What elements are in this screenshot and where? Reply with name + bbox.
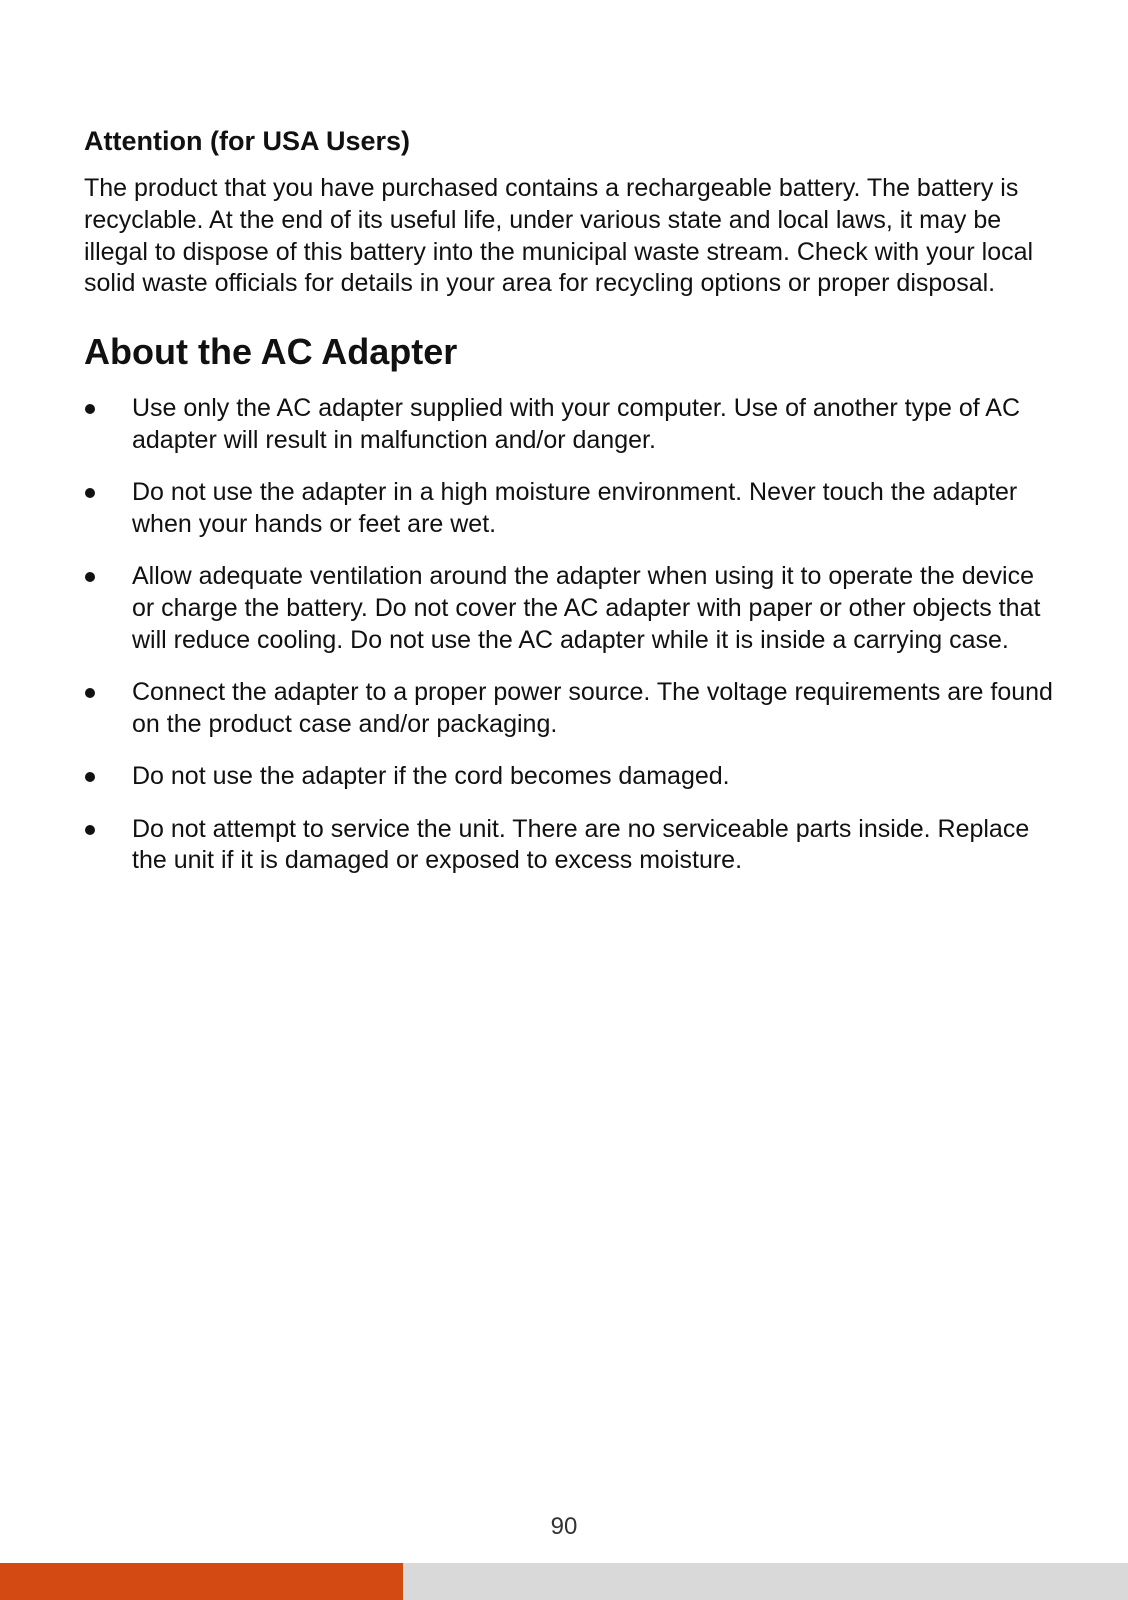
list-item-text: Connect the adapter to a proper power source. The voltage requirements are found on the product case and/or packaging. <box>132 678 1053 738</box>
bullet-icon <box>85 772 95 782</box>
attention-heading: Attention (for USA Users) <box>84 126 411 156</box>
list-item <box>84 814 1056 877</box>
adapter-bullet-list <box>84 393 1056 877</box>
footer-bar <box>0 1563 1128 1600</box>
bullet-icon <box>85 688 95 698</box>
list-item-text: Allow adequate ventilation around the adapter when using it to operate the device or charge the battery. Do not cover the AC adapter with paper or other objects that will reduce cooling. Do not use the AC adapter while it is inside a carrying case. <box>132 562 1041 654</box>
list-item <box>84 477 1056 540</box>
list-item <box>84 761 1056 793</box>
footer-gray-block <box>403 1563 1128 1600</box>
bullet-icon <box>85 572 95 582</box>
bullet-icon <box>85 404 95 414</box>
bullet-icon <box>85 488 95 498</box>
list-item-text: Do not use the adapter if the cord becomes damaged. <box>132 762 730 791</box>
list-item-text: Do not attempt to service the unit. There are no serviceable parts inside. Replace the unit if it is damaged or exposed to excess moisture. <box>132 814 1030 875</box>
list-item-text: Do not use the adapter in a high moisture environment. Never touch the adapter when your hands or feet are wet. <box>132 478 1018 538</box>
page-number: 90 <box>550 1513 578 1540</box>
list-item-text: Use only the AC adapter supplied with your computer. Use of another type of AC adapter will result in malfunction and/or danger. <box>132 393 1021 454</box>
list-item <box>84 393 1056 456</box>
list-item <box>84 561 1056 656</box>
section-title: About the AC Adapter <box>84 330 458 372</box>
attention-paragraph: The product that you have purchased contains a rechargeable battery. The battery is recyclable. At the end of its useful life, under various state and local laws, it may be illegal to dispose of this battery into the municipal waste stream. Check with your local solid waste officials for details in your area for recycling options or proper disposal. <box>84 174 1034 298</box>
bullet-icon <box>85 825 95 835</box>
page-content <box>84 125 1056 898</box>
footer-accent-block <box>0 1563 403 1600</box>
list-item <box>84 677 1056 740</box>
